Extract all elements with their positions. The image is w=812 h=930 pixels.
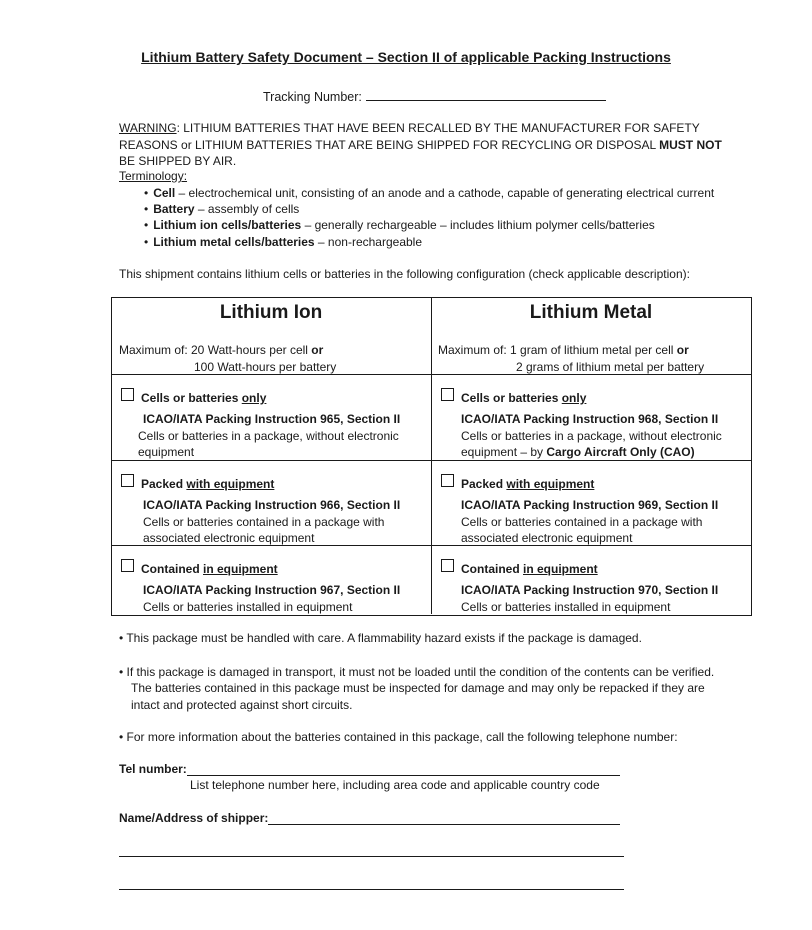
terminology-list: [144, 185, 714, 250]
tel-number-field[interactable]: [187, 775, 620, 776]
ion-in-equipment-desc: Cells or batteries installed in equipment: [143, 600, 353, 614]
metal-with-equipment-label: Packed with equipment: [461, 477, 595, 491]
terminology-heading: Terminology:: [119, 169, 188, 183]
document-title: Lithium Battery Safety Document – Section II of applicable Packing Instructions: [141, 49, 671, 65]
metal-cells-only-desc-2: equipment – by Cargo Aircraft Only (CAO): [461, 445, 695, 459]
ion-cells-only-desc: Cells or batteries in a package, without electronic: [138, 429, 399, 443]
contact-note: • For more information about the batteries contained in this package, call the following telephone number:: [119, 730, 678, 744]
tel-number-hint: List telephone number here, including area code and applicable country code: [190, 778, 600, 792]
lithium-metal-heading: Lithium Metal: [529, 302, 653, 323]
list-item: • Battery – assembly of cells: [144, 201, 714, 217]
lithium-ion-heading: Lithium Ion: [219, 302, 323, 323]
damage-note-2: The batteries contained in this package must be inspected for damage and may only be repacked if they are: [131, 681, 705, 695]
ion-in-equipment-label: Contained in equipment: [141, 562, 278, 576]
ion-with-equipment-label: Packed with equipment: [141, 477, 275, 491]
ion-cells-only-desc-2: equipment: [138, 445, 195, 459]
ion-pi-966: ICAO/IATA Packing Instruction 966, Section II: [143, 498, 401, 512]
metal-cells-only-checkbox[interactable]: [441, 388, 454, 401]
metal-pi-969: ICAO/IATA Packing Instruction 969, Section II: [461, 498, 719, 512]
shipper-label: Name/Address of shipper:: [119, 811, 269, 825]
metal-with-equipment-checkbox[interactable]: [441, 474, 454, 487]
list-item: • Lithium ion cells/batteries – generally rechargeable – includes lithium polymer cells/batteries: [144, 217, 714, 233]
ion-pi-965: ICAO/IATA Packing Instruction 965, Section II: [143, 412, 401, 426]
lithium-metal-max: Maximum of: 1 gram of lithium metal per cell or: [438, 343, 689, 357]
tracking-number-field[interactable]: [366, 89, 606, 101]
metal-pi-968: ICAO/IATA Packing Instruction 968, Section II: [461, 412, 719, 426]
damage-note: • If this package is damaged in transport, it must not be loaded until the condition of the contents can be verified.: [119, 665, 715, 679]
tracking-number-label: Tracking Number:: [263, 90, 362, 104]
lithium-ion-max: Maximum of: 20 Watt-hours per cell or: [119, 343, 324, 357]
metal-pi-970: ICAO/IATA Packing Instruction 970, Section II: [461, 583, 719, 597]
ion-with-equipment-desc-2: associated electronic equipment: [143, 531, 315, 545]
list-item: • Lithium metal cells/batteries – non-rechargeable: [144, 234, 714, 250]
tel-number-label: Tel number:: [119, 762, 187, 776]
warning-text: WARNING: LITHIUM BATTERIES THAT HAVE BEEN RECALLED BY THE MANUFACTURER FOR SAFETY REASONS or LITHIUM BATTERIES THAT ARE BEING SHIPPED FOR RECYCLING OR DISPOSAL MUST NOT BE SHIPPED BY AIR.: [119, 121, 722, 168]
metal-in-equipment-label: Contained in equipment: [461, 562, 598, 576]
ion-with-equipment-desc: Cells or batteries contained in a package with: [143, 515, 385, 529]
metal-in-equipment-desc: Cells or batteries installed in equipment: [461, 600, 671, 614]
metal-cells-only-desc: Cells or batteries in a package, without electronic: [461, 429, 722, 443]
shipper-field-line-2[interactable]: [119, 856, 624, 857]
metal-with-equipment-desc-2: associated electronic equipment: [461, 531, 633, 545]
shipper-field[interactable]: [268, 824, 620, 825]
tracking-number-row: [263, 89, 606, 104]
metal-in-equipment-checkbox[interactable]: [441, 559, 454, 572]
configuration-instruction: This shipment contains lithium cells or batteries in the following configuration (check applicable description):: [119, 267, 690, 281]
table-divider: [111, 460, 751, 461]
metal-cells-only-label: Cells or batteries only: [461, 391, 587, 405]
handling-note: • This package must be handled with care. A flammability hazard exists if the package is damaged.: [119, 631, 642, 645]
list-item: • Cell – electrochemical unit, consisting of an anode and a cathode, capable of generating electrical current: [144, 185, 714, 201]
warning-emphasis: MUST NOT: [659, 137, 722, 152]
lithium-metal-max-battery: 2 grams of lithium metal per battery: [516, 360, 705, 374]
table-divider: [431, 297, 432, 614]
ion-pi-967: ICAO/IATA Packing Instruction 967, Section II: [143, 583, 401, 597]
ion-cells-only-checkbox[interactable]: [121, 388, 134, 401]
warning-lead: WARNING: [119, 121, 177, 135]
lithium-ion-max-battery: 100 Watt-hours per battery: [194, 360, 337, 374]
shipper-field-line-3[interactable]: [119, 889, 624, 890]
ion-in-equipment-checkbox[interactable]: [121, 559, 134, 572]
damage-note-3: intact and protected against short circuits.: [131, 698, 353, 712]
ion-cells-only-label: Cells or batteries only: [141, 391, 267, 405]
metal-with-equipment-desc: Cells or batteries contained in a package with: [461, 515, 703, 529]
ion-with-equipment-checkbox[interactable]: [121, 474, 134, 487]
